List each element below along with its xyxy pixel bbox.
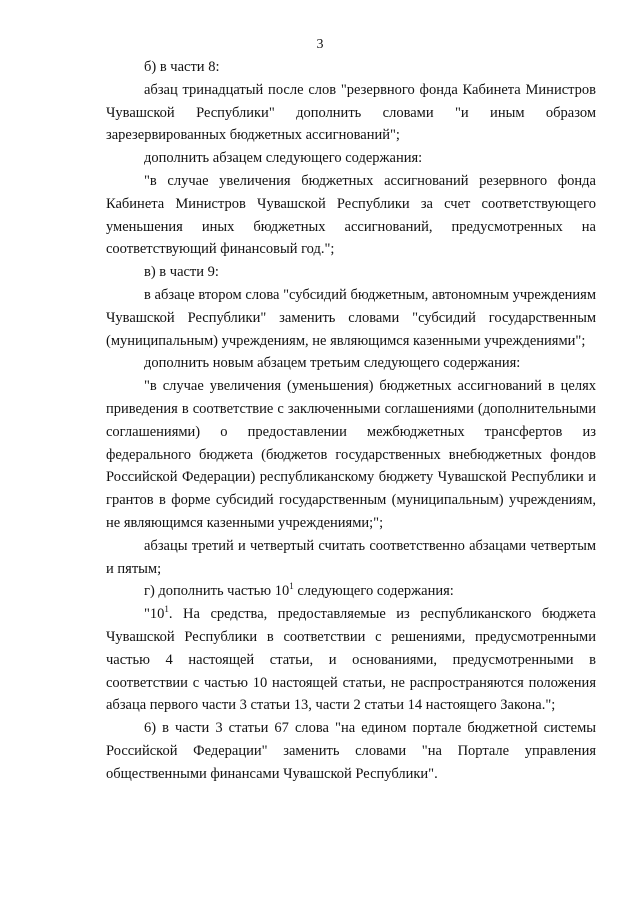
document-body — [106, 56, 596, 786]
paragraph-quote-part-10-1 — [106, 603, 596, 717]
page-number: 3 — [316, 37, 324, 52]
superscript: 1 — [164, 604, 169, 615]
paragraph-g-add-part-10-1 — [106, 580, 596, 603]
paragraph-b-part-8: б) в части 8: — [144, 59, 220, 75]
paragraph-v-part-9: в) в части 9: — [144, 264, 219, 281]
text-segment: следующего содержания: — [293, 583, 454, 600]
paragraph-quote-reserve-fund: "в случае увеличения бюджетных ассигнований резервного фонда Кабинета Министров Чувашской Республики за счет соответствующего уменьшения иных бюджетных ассигнований, предусмотренных на соответствующий финансовый год."; — [106, 172, 596, 258]
paragraph-add-abzac-3: дополнить новым абзацем третьим следующего содержания: — [144, 355, 521, 372]
superscript: 1 — [289, 581, 294, 592]
paragraph-add-abzac: дополнить абзацем следующего содержания: — [144, 150, 423, 167]
paragraph-quote-transfers: "в случае увеличения (уменьшения) бюджетных ассигнований в целях приведения в соответствие с заключенными соглашениями (дополнительными соглашениями) о предоставлении межбюджетных трансфертов из федерального бюджета (бюджетов государственных внебюджетных фондов Российской Федерации) республиканскому бюджету Чувашской Республики и грантов в форме субсидий государственным (муниципальным) учреждениям, не являющимся казенными учреждениями;"; — [106, 378, 596, 531]
text-segment: г) дополнить частью 10 — [144, 583, 290, 600]
text-segment: . На средства, предоставляемые из республиканского бюджета Чувашской Республики в соответствии с решениями, предусмотренными частью 4 настоящей статьи, и основаниями, предусмотренными в соответствии с частью 10 настоящей статьи, не распространяются положения абзаца первого части 3 статьи 13, части 2 статьи 14 настоящего Закона."; — [106, 606, 596, 714]
paragraph-renumber-abzacs: абзацы третий и четвертый считать соответственно абзацами четвертым и пятым; — [106, 537, 596, 577]
paragraph-abzac-13: абзац тринадцатый после слов "резервного фонда Кабинета Министров Чувашской Республики" дополнить словами "и иным образом зарезервированных бюджетных ассигнований"; — [106, 81, 596, 144]
text-segment: "10 — [144, 606, 165, 623]
paragraph-6-part-3-article-67: 6) в части 3 статьи 67 слова "на едином портале бюджетной системы Российской Федерации" заменить словами "на Портале управления общественными финансами Чувашской Республики". — [106, 720, 596, 782]
paragraph-abzac-2-replace: в абзаце втором слова "субсидий бюджетным, автономным учреждениям Чувашской Республики" заменить словами "субсидий государственным (муниципальным) учреждениям, не являющимся казенными учреждениями"; — [106, 286, 596, 349]
